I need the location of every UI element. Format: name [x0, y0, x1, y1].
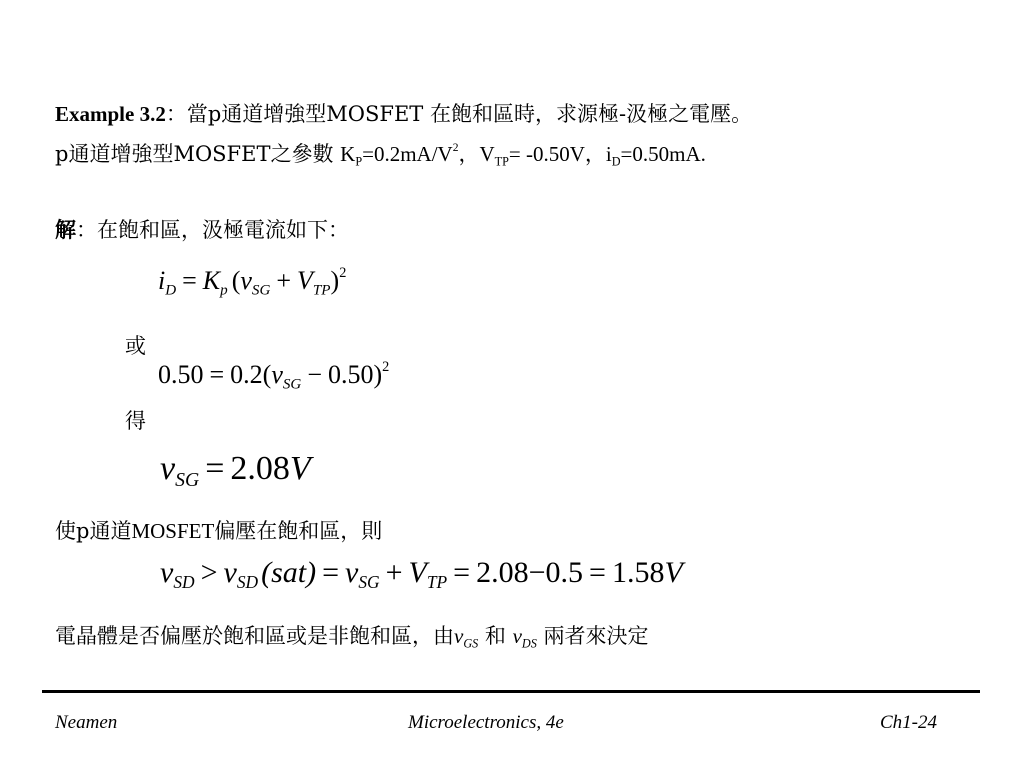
- example-heading: [55, 98, 752, 128]
- parameters-line: [55, 138, 706, 169]
- equation-substituted: $0.50 = 0.2(v_{SG} - 0.50)^2$: [158, 359, 390, 393]
- footer-book-title: Microelectronics, 4e: [408, 712, 564, 733]
- footer-author: Neamen: [55, 712, 118, 733]
- solution-text: 在飽和區，汲極電流如下：: [97, 218, 349, 242]
- kp-value: $K_P=0.2mA/V^2$: [340, 142, 459, 169]
- solution-line: [55, 214, 349, 244]
- vtp-value: ，$V_{TP}= -0.50V$: [458, 142, 585, 169]
- solution-colon: ：: [76, 218, 97, 242]
- heading-colon: ：: [165, 102, 187, 126]
- example-statement: 當p通道增強型MOSFET 在飽和區時，求源極-汲極之電壓。: [186, 102, 753, 126]
- equation-vsg-result: $v_{SG} = 2.08V$: [160, 450, 311, 491]
- bias-line: 使p通道MOSFET偏壓在飽和區，則: [55, 519, 383, 543]
- or-text: 或: [125, 334, 146, 358]
- equation-vsd: $v_{SD} > v_{SD}$ $(sat) = v_{SG} + V_{TP} = 2.08-0.5 = 1.58V$: [160, 556, 683, 593]
- get-text: 得: [125, 409, 146, 433]
- example-label: Example 3.2: [55, 102, 166, 126]
- id-value: ，$i_D=0.50mA$.: [584, 142, 706, 169]
- conclusion-line: 電晶體是否偏壓於飽和區或是非飽和區，由$v_{GS}$ 和 $v_{DS}$ 兩者來決定: [55, 624, 649, 651]
- footer-page-number: Ch1-24: [880, 712, 937, 733]
- solution-label: 解: [55, 217, 76, 242]
- parameters-text: p通道增強型MOSFET之參數: [55, 142, 334, 166]
- equation-drain-current: $i_D = K_p$ $(v_{SG} + V_{TP})^2$: [158, 265, 347, 299]
- footer-divider: [42, 690, 980, 693]
